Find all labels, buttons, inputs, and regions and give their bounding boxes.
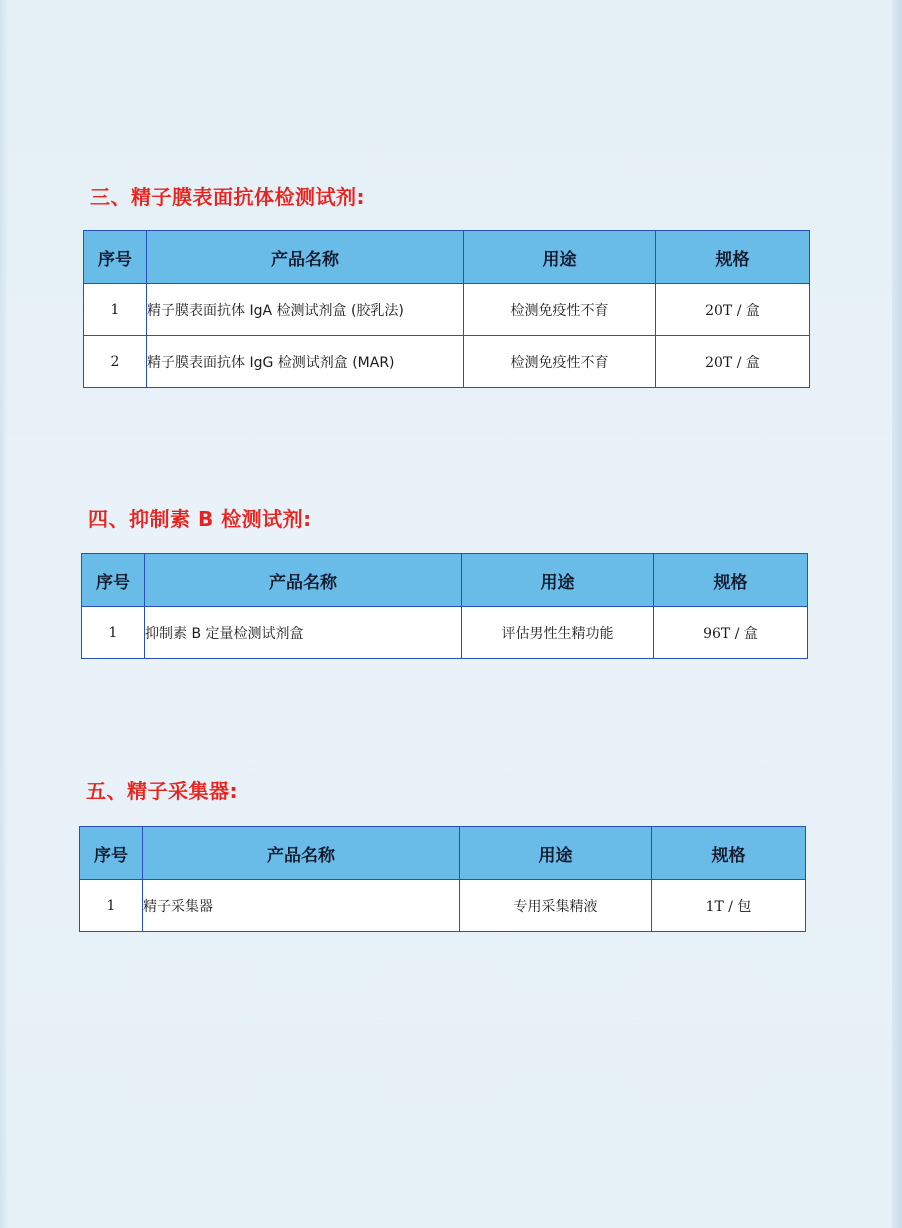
page-edge-right <box>892 0 902 1228</box>
table-row <box>84 284 810 336</box>
table-row <box>80 880 806 932</box>
header-no: 序号 <box>84 231 147 284</box>
table-header-row <box>80 827 806 880</box>
cell-name: 精子采集器 <box>143 880 460 932</box>
cell-use: 检测免疫性不育 <box>464 284 656 336</box>
cell-name: 抑制素 B 定量检测试剂盒 <box>145 607 462 659</box>
header-spec: 规格 <box>652 827 806 880</box>
cell-use: 专用采集精液 <box>460 880 652 932</box>
header-no: 序号 <box>80 827 143 880</box>
cell-spec: 20T / 盒 <box>656 284 810 336</box>
cell-no: 1 <box>84 284 147 336</box>
header-use: 用途 <box>462 554 654 607</box>
section-title-antibody: 三、精子膜表面抗体检测试剂: <box>90 185 365 209</box>
table-header-row <box>84 231 810 284</box>
table-row <box>84 336 810 388</box>
cell-use: 评估男性生精功能 <box>462 607 654 659</box>
table-inhibin-b-reagents <box>81 553 808 659</box>
header-no: 序号 <box>82 554 145 607</box>
cell-no: 1 <box>82 607 145 659</box>
section-title-sperm-collector: 五、精子采集器: <box>86 779 238 803</box>
cell-spec: 96T / 盒 <box>654 607 808 659</box>
cell-no: 2 <box>84 336 147 388</box>
cell-no: 1 <box>80 880 143 932</box>
header-use: 用途 <box>464 231 656 284</box>
cell-spec: 20T / 盒 <box>656 336 810 388</box>
header-use: 用途 <box>460 827 652 880</box>
section-title-inhibin-b: 四、抑制素 B 检测试剂: <box>88 507 312 531</box>
table-sperm-collector <box>79 826 806 932</box>
cell-name: 精子膜表面抗体 IgG 检测试剂盒 (MAR) <box>147 336 464 388</box>
header-name: 产品名称 <box>143 827 460 880</box>
table-antibody-reagents <box>83 230 810 388</box>
table-header-row <box>82 554 808 607</box>
cell-use: 检测免疫性不育 <box>464 336 656 388</box>
table-row <box>82 607 808 659</box>
cell-spec: 1T / 包 <box>652 880 806 932</box>
header-name: 产品名称 <box>147 231 464 284</box>
page-edge-left <box>0 0 8 1228</box>
header-spec: 规格 <box>654 554 808 607</box>
cell-name: 精子膜表面抗体 IgA 检测试剂盒 (胶乳法) <box>147 284 464 336</box>
header-name: 产品名称 <box>145 554 462 607</box>
header-spec: 规格 <box>656 231 810 284</box>
